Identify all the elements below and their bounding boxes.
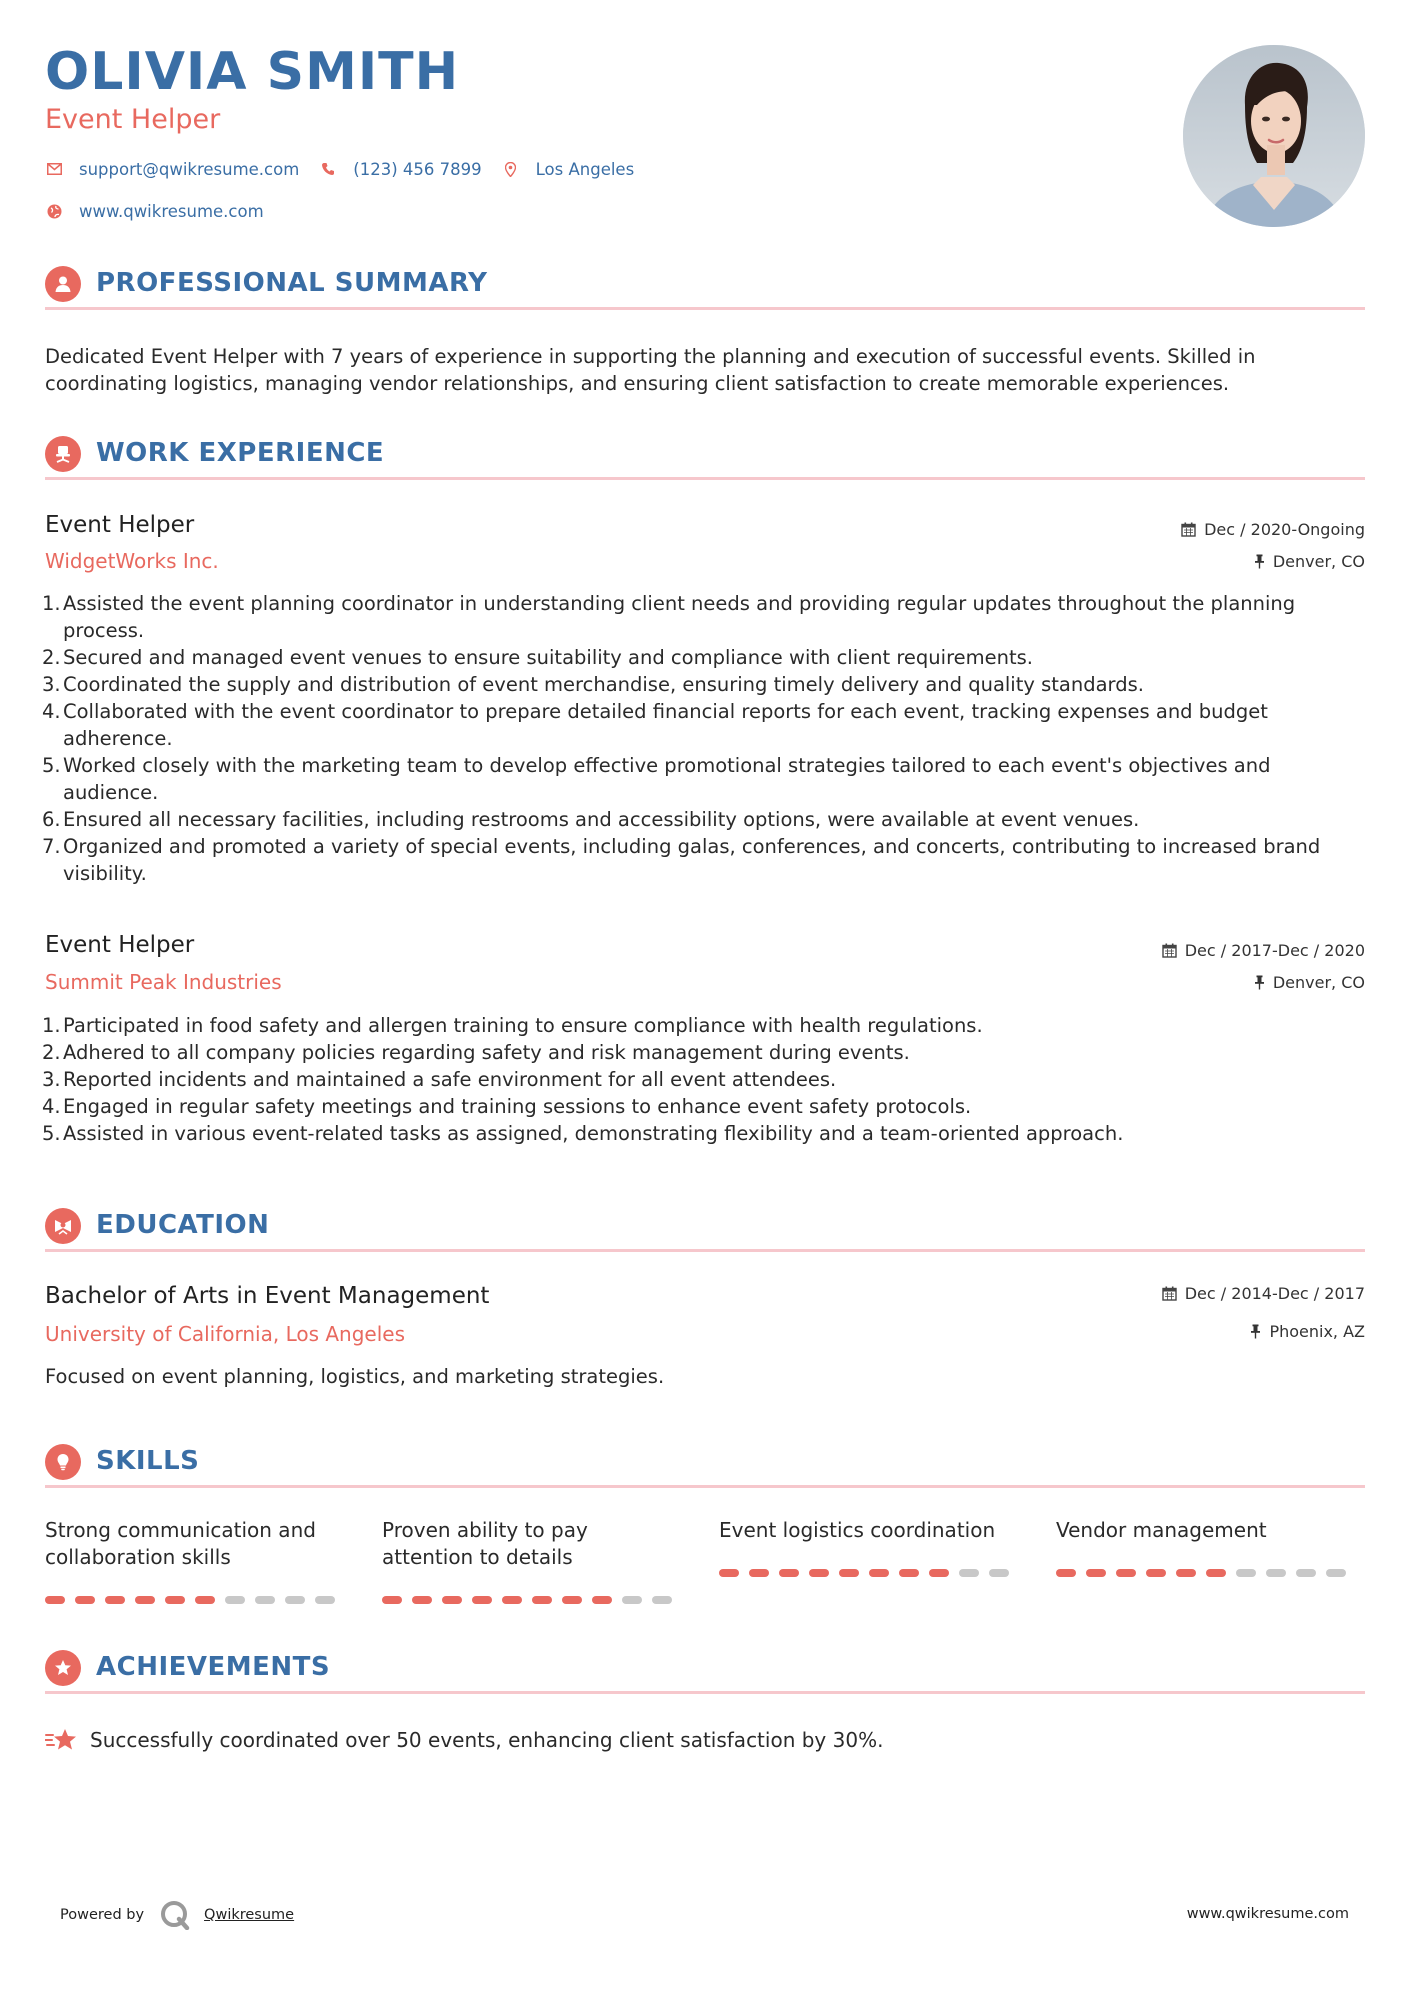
qwikresume-link[interactable]: Qwikresume (204, 1907, 295, 1923)
office-chair-icon (45, 436, 81, 472)
list-item: 2. Secured and managed event venues to ensure suitability and compliance with client requirements. (42, 646, 1034, 669)
list-item: 5. Worked closely with the marketing team to develop effective promotional strategies tailored to each event's objectives and audience. (42, 754, 1271, 804)
skill-dot-filled (562, 1596, 582, 1604)
skill-dot-filled (869, 1569, 889, 1577)
calendar-icon (1162, 1286, 1177, 1301)
pushpin-icon (1250, 1324, 1261, 1339)
education-heading: EDUCATION (96, 1210, 270, 1240)
list-item: 7. Organized and promoted a variety of special events, including galas, conferences, and concerts, contributing to increased brand visibility. (42, 835, 1321, 885)
skill-dot-filled (779, 1569, 799, 1577)
phone-number[interactable]: (123) 456 7899 (353, 159, 482, 179)
skill-dot-empty (1296, 1569, 1316, 1577)
achievement-text: Successfully coordinated over 50 events, enhancing client satisfaction by 30%. (90, 1728, 884, 1752)
job-location (1254, 973, 1365, 992)
email-link[interactable]: support@qwikresume.com (79, 159, 300, 179)
skill-dot-empty (1236, 1569, 1256, 1577)
skill-dot-filled (929, 1569, 949, 1577)
footer-powered-by (60, 1900, 294, 1930)
skill-dot-empty (652, 1596, 672, 1604)
job-location-text: Denver, CO (1272, 552, 1365, 571)
skill-dot-filled (502, 1596, 522, 1604)
education-description: Focused on event planning, logistics, and marketing strategies. (45, 1365, 665, 1388)
skill-dot-filled (1176, 1569, 1196, 1577)
map-pin-icon (502, 160, 520, 178)
education-location (1250, 1322, 1365, 1341)
skill-dot-empty (959, 1569, 979, 1577)
skill-dot-filled (1206, 1569, 1226, 1577)
summary-heading: PROFESSIONAL SUMMARY (96, 268, 488, 298)
skill-dot-filled (719, 1569, 739, 1577)
skill-dot-empty (1326, 1569, 1346, 1577)
list-item: 5. Assisted in various event-related tasks as assigned, demonstrating flexibility and a team-oriented approach. (42, 1122, 1124, 1145)
skill-dot-empty (1266, 1569, 1286, 1577)
skill-dot-filled (165, 1596, 185, 1604)
school-name: University of California, Los Angeles (45, 1322, 406, 1346)
phone-icon (319, 160, 337, 178)
skill-dot-filled (195, 1596, 215, 1604)
skill-dot-filled (442, 1596, 462, 1604)
skill-dot-empty (255, 1596, 275, 1604)
pushpin-icon (1254, 975, 1265, 990)
experience-heading: WORK EXPERIENCE (96, 438, 385, 468)
star-icon (45, 1727, 78, 1753)
skill-dot-filled (749, 1569, 769, 1577)
skill-level (719, 1569, 1019, 1577)
skill-item (1056, 1517, 1356, 1544)
skill-dot-empty (285, 1596, 305, 1604)
job-company: Summit Peak Industries (45, 970, 282, 994)
achievement-item (45, 1727, 883, 1753)
skill-name: Proven ability to pay attention to details (382, 1518, 588, 1569)
summary-text: Dedicated Event Helper with 7 years of experience in supporting the planning and execution of successful events. Skilled in coordinating logistics, managing vendor relationships, and ensuring client satisfaction to create memorable experiences. (45, 345, 1256, 395)
experience-section-header (45, 428, 1365, 480)
job-role: Event Helper (45, 512, 195, 538)
skill-dot-filled (45, 1596, 65, 1604)
lightbulb-icon (45, 1444, 81, 1480)
skill-dot-filled (1116, 1569, 1136, 1577)
skill-dot-filled (472, 1596, 492, 1604)
skill-dot-filled (899, 1569, 919, 1577)
skills-heading: SKILLS (96, 1446, 200, 1476)
skill-dot-filled (412, 1596, 432, 1604)
calendar-icon (1162, 943, 1177, 958)
skill-dot-filled (135, 1596, 155, 1604)
skill-item (719, 1517, 1019, 1544)
achievements-heading: ACHIEVEMENTS (96, 1652, 331, 1682)
degree-title: Bachelor of Arts in Event Management (45, 1283, 490, 1309)
education-dates-text: Dec / 2014-Dec / 2017 (1184, 1284, 1365, 1303)
envelope-icon (45, 160, 63, 178)
list-item: 1. Assisted the event planning coordinator in understanding client needs and providing regular updates throughout the planning process. (42, 592, 1296, 642)
powered-by-label: Powered by (60, 1907, 145, 1923)
skill-name: Strong communication and collaboration skills (45, 1518, 316, 1569)
skill-dot-empty (225, 1596, 245, 1604)
skill-item (45, 1517, 345, 1571)
skill-dot-filled (839, 1569, 859, 1577)
location-text: Los Angeles (535, 159, 635, 179)
skill-dot-filled (1086, 1569, 1106, 1577)
job-location (1254, 552, 1365, 571)
skill-dot-empty (315, 1596, 335, 1604)
user-icon (45, 266, 81, 302)
skill-dot-empty (622, 1596, 642, 1604)
job-dates-text: Dec / 2020-Ongoing (1204, 520, 1365, 539)
education-dates (1162, 1284, 1365, 1303)
education-section-header (45, 1200, 1365, 1252)
skill-dot-filled (105, 1596, 125, 1604)
skill-dot-filled (1146, 1569, 1166, 1577)
graduation-icon (45, 1208, 81, 1244)
candidate-title: Event Helper (45, 104, 221, 135)
skills-section-header (45, 1436, 1365, 1488)
job-dates (1162, 941, 1365, 960)
summary-section-header (45, 258, 1365, 310)
list-item: 6. Ensured all necessary facilities, including restrooms and accessibility options, were available at event venues. (42, 808, 1140, 831)
job-bullets (42, 590, 1367, 887)
skill-level (45, 1596, 345, 1604)
achievements-section-header (45, 1642, 1365, 1694)
pushpin-icon (1254, 554, 1265, 569)
skill-dot-filled (1056, 1569, 1076, 1577)
list-item: 3. Coordinated the supply and distribution of event merchandise, ensuring timely delivery and quality standards. (42, 673, 1144, 696)
profile-photo (1183, 45, 1365, 227)
globe-icon (45, 202, 63, 220)
skill-level (1056, 1569, 1356, 1577)
list-item: 3. Reported incidents and maintained a safe environment for all event attendees. (42, 1068, 837, 1091)
calendar-icon (1181, 522, 1196, 537)
list-item: 2. Adhered to all company policies regarding safety and risk management during events. (42, 1041, 910, 1064)
skill-dot-filled (809, 1569, 829, 1577)
job-role: Event Helper (45, 932, 195, 958)
skill-dot-filled (382, 1596, 402, 1604)
job-dates (1181, 520, 1365, 539)
footer-url[interactable]: www.qwikresume.com (1186, 1906, 1349, 1922)
list-item: 4. Engaged in regular safety meetings and training sessions to enhance event safety protocols. (42, 1095, 972, 1118)
skill-level (382, 1596, 682, 1604)
website-link[interactable]: www.qwikresume.com (79, 201, 264, 221)
job-bullets (42, 1012, 1367, 1147)
job-location-text: Denver, CO (1272, 973, 1365, 992)
candidate-name: OLIVIA SMITH (45, 42, 460, 102)
qwikresume-logo-icon (160, 1900, 190, 1930)
job-company: WidgetWorks Inc. (45, 549, 219, 573)
skill-dot-filled (592, 1596, 612, 1604)
skill-name: Vendor management (1056, 1518, 1267, 1542)
education-location-text: Phoenix, AZ (1269, 1322, 1365, 1341)
skill-name: Event logistics coordination (719, 1518, 996, 1542)
job-dates-text: Dec / 2017-Dec / 2020 (1184, 941, 1365, 960)
skill-dot-filled (75, 1596, 95, 1604)
skill-dot-empty (989, 1569, 1009, 1577)
list-item: 1. Participated in food safety and allergen training to ensure compliance with health regulations. (42, 1014, 983, 1037)
skill-dot-filled (532, 1596, 552, 1604)
contact-info (45, 156, 654, 240)
skill-item (382, 1517, 682, 1571)
list-item: 4. Collaborated with the event coordinator to prepare detailed financial reports for each event, tracking expenses and budget adherence. (42, 700, 1268, 750)
star-badge-icon (45, 1650, 81, 1686)
